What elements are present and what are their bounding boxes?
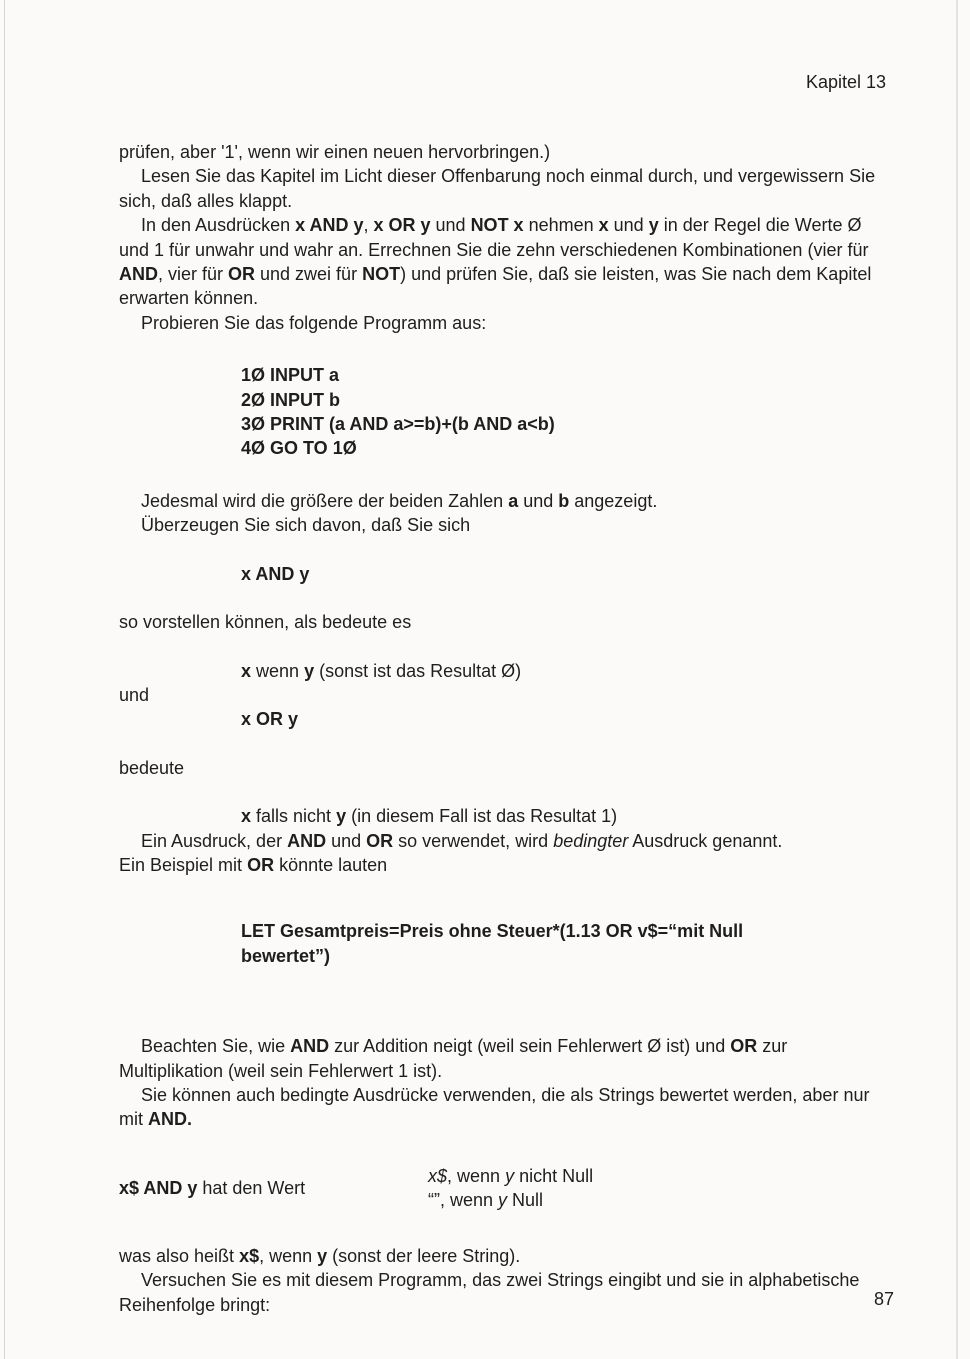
text-run: nicht Null — [514, 1165, 594, 1186]
running-header: Kapitel 13 — [805, 72, 886, 92]
keyword: x$ — [239, 1245, 260, 1266]
text-run: ) und prüfen Sie, daß sie leisten, was Sie nach dem Kapitel erwarten können. — [119, 264, 872, 309]
keyword: y — [648, 215, 659, 236]
paragraph — [119, 1034, 895, 1083]
keyword: x AND y — [295, 215, 364, 236]
condition-case — [428, 1164, 593, 1188]
keyword: y — [336, 806, 347, 827]
keyword: x OR y — [373, 215, 431, 236]
conjunction: und — [119, 684, 150, 705]
emphasis: y — [505, 1165, 515, 1186]
text-run: , wenn — [440, 1189, 499, 1210]
text-run: was also heißt — [119, 1245, 240, 1266]
keyword: OR — [730, 1036, 758, 1057]
text-run: Ein Beispiel mit — [119, 854, 248, 875]
text-run: und zwei für — [255, 264, 363, 285]
keyword: x$ AND y — [119, 1177, 198, 1198]
text-run: Ein Ausdruck, der — [141, 830, 288, 851]
page-edge-left — [4, 0, 5, 1359]
text-run: könnte lauten — [274, 854, 388, 875]
text-run: Jedesmal wird die größere der beiden Zahlen — [141, 490, 509, 511]
keyword: y — [317, 1245, 328, 1266]
string-condition-label — [119, 1176, 428, 1200]
keyword: AND — [119, 264, 158, 285]
keyword: AND. — [148, 1109, 192, 1130]
expression: x OR y — [241, 709, 299, 730]
paragraph — [119, 489, 895, 513]
string-condition-values — [428, 1164, 593, 1212]
keyword: x — [241, 806, 252, 827]
keyword: AND — [287, 830, 327, 851]
keyword: OR — [228, 264, 256, 285]
keyword: x — [241, 660, 252, 681]
text-run: (sonst der leere String). — [327, 1245, 521, 1266]
text-run: , wenn — [259, 1245, 318, 1266]
paragraph: Probieren Sie das folgende Programm aus: — [141, 312, 487, 333]
code-line: 1Ø INPUT a — [241, 365, 340, 386]
paragraph: Lesen Sie das Kapitel im Licht dieser Offenbarung noch einmal durch, und vergewissern Sie sich, daß alles klappt. — [119, 166, 876, 211]
text-run: hat den Wert — [197, 1177, 306, 1198]
paragraph: Überzeugen Sie sich davon, daß Sie sich — [141, 515, 471, 536]
text-run: falls nicht — [251, 806, 337, 827]
keyword: x — [598, 215, 609, 236]
text-run: Ausdruck genannt. — [628, 830, 783, 851]
keyword: OR — [366, 830, 394, 851]
text-run: so verwendet, wird — [393, 830, 554, 851]
code-line: LET Gesamtpreis=Preis ohne Steuer*(1.13 OR v$=“mit Null — [241, 921, 744, 942]
text-run: (in diesem Fall ist das Resultat 1) — [346, 806, 618, 827]
paragraph: Versuchen Sie es mit diesem Programm, das zwei Strings eingibt und sie in alphabetische Reihenfolge bringt: — [119, 1270, 860, 1315]
page-edge-right — [956, 0, 958, 1359]
code-line: bewertet”) — [241, 945, 331, 966]
text-run: wenn — [251, 660, 305, 681]
text-run: nehmen — [523, 215, 599, 236]
paragraph — [119, 829, 895, 853]
keyword: NOT x — [470, 215, 524, 236]
text-run: und — [326, 830, 367, 851]
text-run: zur Multiplikation (weil sein Fehlerwert 1 ist). — [119, 1036, 788, 1081]
text-run: , wenn — [447, 1165, 506, 1186]
text-run: und — [430, 215, 471, 236]
keyword: NOT — [362, 264, 401, 285]
paragraph: prüfen, aber '1', wenn wir einen neuen hervorbringen.) — [119, 142, 551, 162]
body-text — [119, 140, 895, 1317]
keyword: y — [304, 660, 315, 681]
text-run: (sonst ist das Resultat Ø) — [314, 660, 522, 681]
paragraph: bedeute — [119, 757, 185, 778]
keyword: AND — [290, 1036, 330, 1057]
code-line: 2Ø INPUT b — [241, 389, 341, 410]
expression — [119, 804, 895, 828]
keyword: a — [508, 490, 519, 511]
keyword: b — [558, 490, 570, 511]
emphasis: bedingter — [553, 830, 629, 851]
text-run: und — [608, 215, 649, 236]
text-run: “” — [428, 1189, 440, 1210]
text-run: In den Ausdrücken — [141, 215, 296, 236]
text-run: , — [363, 215, 374, 236]
condition-case — [428, 1188, 593, 1212]
emphasis: y — [498, 1189, 508, 1210]
page-number: 87 — [873, 1289, 894, 1309]
text-run: zur Addition neigt (weil sein Fehlerwert Ø ist) und — [329, 1036, 731, 1057]
text-run: Null — [507, 1189, 544, 1210]
keyword: OR — [247, 854, 275, 875]
text-run: angezeigt. — [569, 490, 658, 511]
expression: x AND y — [241, 563, 310, 584]
paragraph — [119, 1244, 895, 1268]
paragraph — [119, 853, 895, 877]
emphasis: x$ — [428, 1165, 448, 1186]
text-run: in der Regel die Werte Ø und 1 für unwahr und wahr an. Errechnen Sie die zehn verschiedenen Kombinationen (vier für — [119, 215, 869, 260]
expression — [119, 659, 895, 683]
string-condition-row — [119, 1164, 895, 1212]
text-run: Beachten Sie, wie — [141, 1036, 291, 1057]
text-run: Sie können auch bedingte Ausdrücke verwenden, die als Strings bewertet werden, aber nur mit — [119, 1084, 870, 1130]
code-line: 3Ø PRINT (a AND a>=b)+(b AND a<b) — [241, 414, 555, 435]
paragraph — [119, 213, 895, 311]
code-line: 4Ø GO TO 1Ø — [241, 438, 357, 459]
text-run: und — [518, 490, 559, 511]
paragraph — [119, 1083, 895, 1132]
text-run: , vier für — [158, 264, 229, 285]
code-listing — [119, 363, 895, 461]
paragraph: so vorstellen können, als bedeute es — [119, 612, 412, 633]
